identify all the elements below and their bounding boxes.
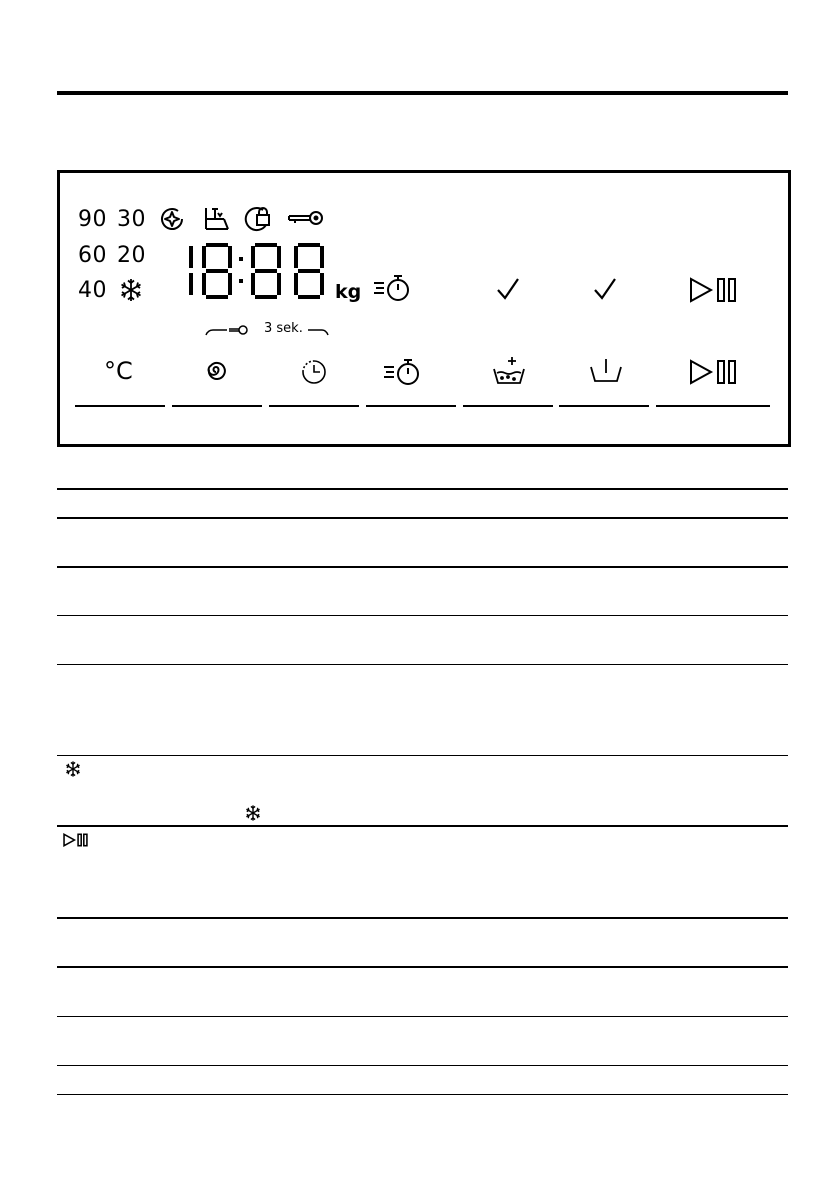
kg-unit: kg bbox=[335, 281, 362, 303]
rinse-basin-icon bbox=[589, 357, 623, 385]
temperature-button[interactable] bbox=[75, 405, 165, 407]
speed-timer-icon bbox=[372, 273, 412, 303]
table-row-separator bbox=[57, 1065, 788, 1066]
table-row-separator bbox=[57, 755, 788, 756]
table-row-separator bbox=[57, 825, 788, 827]
play-pause-button-icon bbox=[689, 359, 739, 385]
lock-hint-text: 3 sek. bbox=[264, 321, 303, 336]
play-pause-icon bbox=[689, 277, 739, 303]
child-lock-icon bbox=[243, 205, 273, 233]
table-row-separator bbox=[57, 966, 788, 968]
speed-button[interactable] bbox=[366, 405, 456, 407]
rinse-button[interactable] bbox=[559, 405, 649, 407]
checkmark-icon bbox=[592, 276, 618, 302]
extra-detergent-icon bbox=[492, 355, 526, 387]
table-row-separator bbox=[57, 664, 788, 665]
table-row-separator bbox=[57, 917, 788, 919]
temp-20: 20 bbox=[117, 243, 146, 268]
cold-snowflake-icon bbox=[64, 760, 82, 778]
temp-30: 30 bbox=[117, 207, 146, 232]
table-bottom-rule bbox=[57, 1094, 788, 1095]
play-pause-icon bbox=[63, 833, 89, 847]
cold-snowflake-inline-icon bbox=[244, 804, 262, 822]
time-display bbox=[181, 243, 326, 303]
cold-snowflake-icon bbox=[118, 277, 144, 303]
top-rule bbox=[57, 91, 788, 95]
temp-60: 60 bbox=[78, 243, 107, 268]
table-row-separator bbox=[57, 1016, 788, 1017]
temp-90: 90 bbox=[78, 207, 107, 232]
end-time-button[interactable] bbox=[269, 405, 359, 407]
water-tap-icon bbox=[202, 205, 232, 233]
speed-timer-button-icon bbox=[382, 357, 422, 387]
extra-detergent-button[interactable] bbox=[463, 405, 553, 407]
table-row-separator bbox=[57, 566, 788, 568]
start-pause-button[interactable] bbox=[656, 405, 770, 407]
checkmark-icon bbox=[495, 276, 521, 302]
temp-40: 40 bbox=[78, 278, 107, 303]
spin-icon bbox=[203, 359, 229, 385]
temperature-button-label: °C bbox=[104, 357, 133, 385]
spin-button[interactable] bbox=[172, 405, 262, 407]
table-header-rule bbox=[57, 488, 788, 490]
table-row-separator bbox=[57, 517, 788, 519]
stains-icon bbox=[159, 206, 185, 232]
key-icon bbox=[287, 209, 325, 227]
table-row-separator bbox=[57, 615, 788, 616]
end-time-clock-icon bbox=[300, 358, 328, 386]
